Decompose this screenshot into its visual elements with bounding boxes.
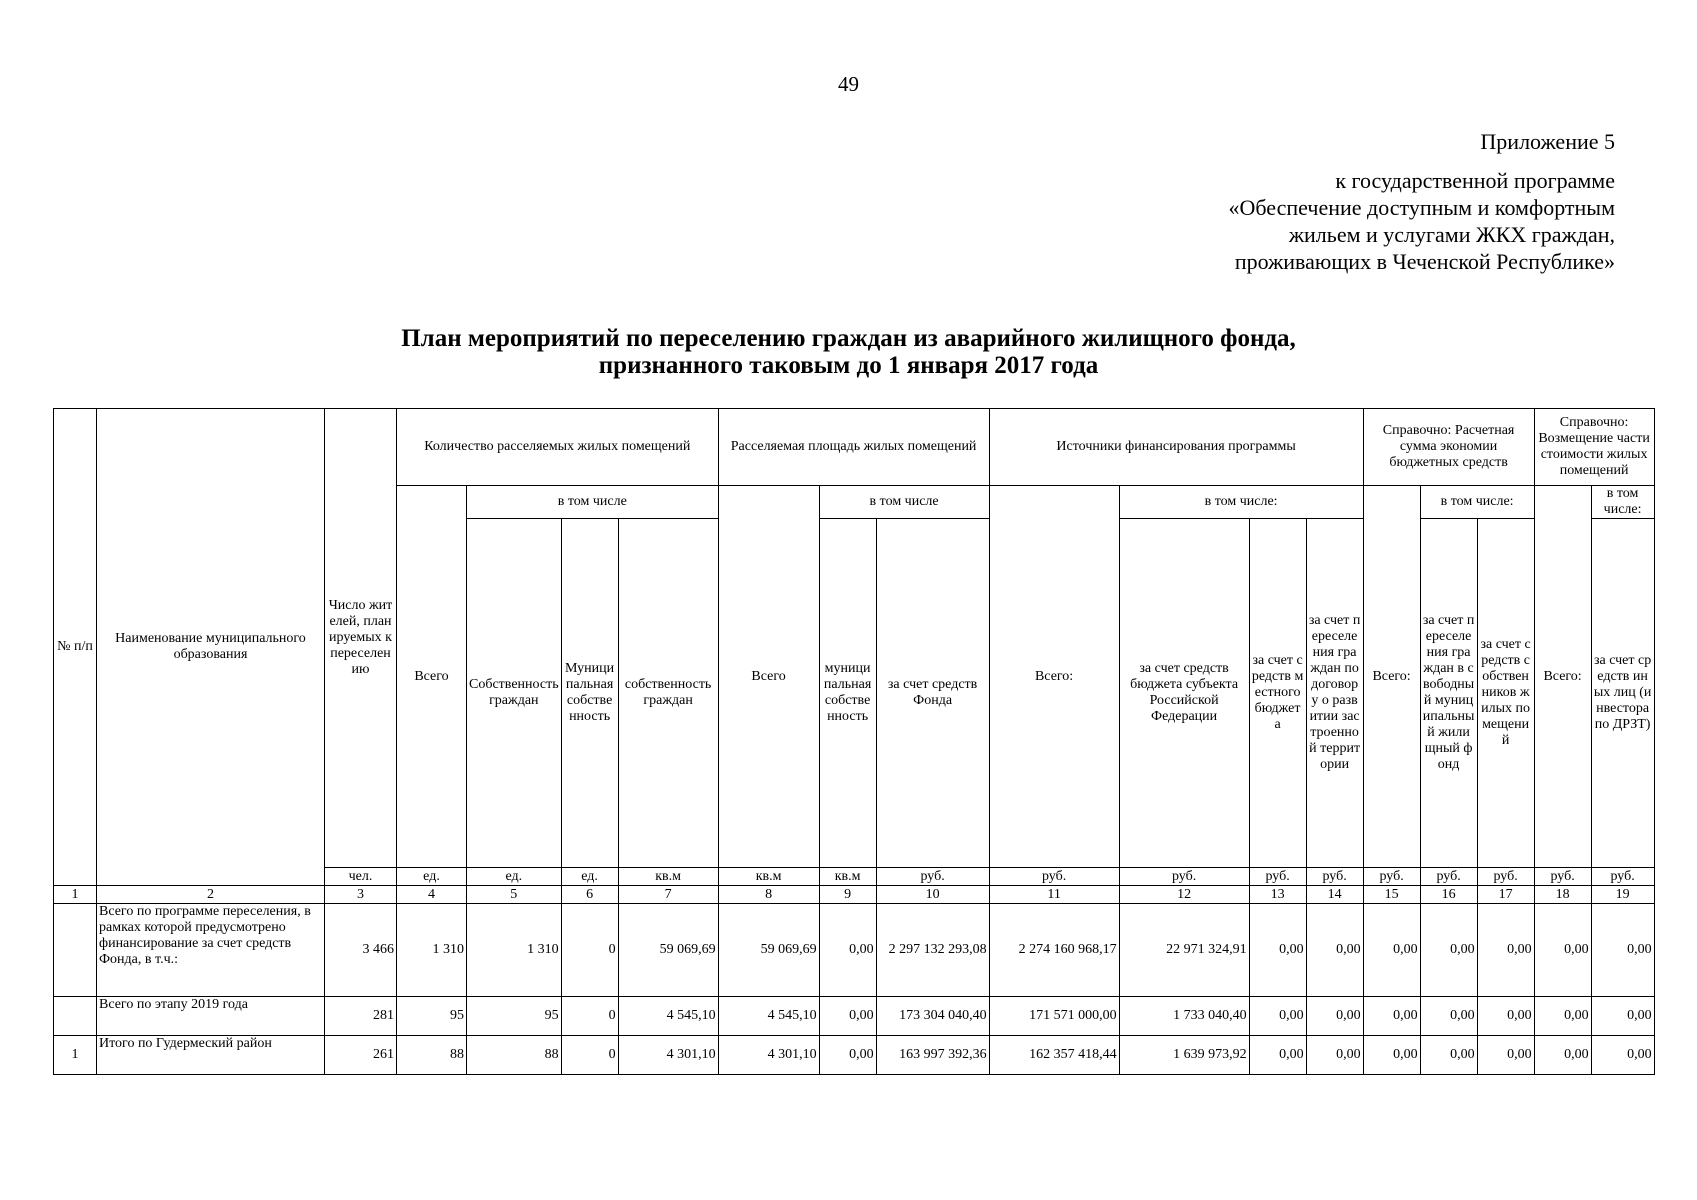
cell-savings-free-fund: 0,00 <box>1420 997 1477 1036</box>
cell-savings-total: 0,00 <box>1306 904 1363 997</box>
column-number: 11 <box>989 886 1119 904</box>
document-title-line: План мероприятий по переселению граждан из аварийного жилищного фонда, <box>401 325 1296 352</box>
unit-cell: кв.м <box>618 868 718 886</box>
row-number <box>54 997 97 1036</box>
cell-premises-total: 95 <box>397 997 467 1036</box>
cell-premises-private: 1 310 <box>467 904 562 997</box>
header-area-group: Расселяемая площадь жилых помещений <box>718 409 989 486</box>
column-number: 16 <box>1420 886 1477 904</box>
cell-area-total: 4 545,10 <box>618 997 718 1036</box>
header-compensation-group: Справочно: Возмещение части стоимости жилых помещений <box>1534 409 1654 486</box>
column-number: 10 <box>876 886 989 904</box>
cell-residents: 261 <box>325 1036 397 1075</box>
unit-cell: чел. <box>325 868 397 886</box>
cell-subject-budget: 1 639 973,92 <box>1119 1036 1249 1075</box>
header-savings-total: Всего: <box>1363 486 1420 868</box>
cell-savings-total: 0,00 <box>1306 997 1363 1036</box>
cell-compensation-owners: 0,00 <box>1534 904 1591 997</box>
header-row <box>54 409 1655 486</box>
page-number: 49 <box>838 72 859 96</box>
column-number: 12 <box>1119 886 1249 904</box>
row-number <box>54 904 97 997</box>
unit-cell: руб. <box>1534 868 1591 886</box>
cell-funding-total: 163 997 392,36 <box>876 1036 989 1075</box>
cell-savings-development: 0,00 <box>1363 1036 1420 1075</box>
unit-cell: кв.м <box>819 868 876 886</box>
cell-area-municipal: 0,00 <box>819 997 876 1036</box>
unit-cell: ед. <box>467 868 562 886</box>
unit-cell: руб. <box>876 868 989 886</box>
header-premises-municipal: Муниципальная собственность <box>561 519 618 868</box>
column-number: 2 <box>97 886 325 904</box>
row-number: 1 <box>54 1036 97 1075</box>
header-funding-total: Всего: <box>989 486 1119 868</box>
appendix-block <box>1229 128 1615 275</box>
header-name: Наименование муниципального образования <box>97 409 325 886</box>
cell-premises-total: 88 <box>397 1036 467 1075</box>
cell-area-municipal: 0,00 <box>819 904 876 997</box>
header-compensation-total: Всего: <box>1534 486 1591 868</box>
header-compensation-other: за счет средств иных лиц (инвестора по ДРЗТ) <box>1591 519 1654 868</box>
header-area-incl: в том числе <box>819 486 989 519</box>
header-no: № п/п <box>54 409 97 886</box>
cell-premises-municipal: 0 <box>561 904 618 997</box>
column-numbers-row <box>54 886 1655 904</box>
unit-cell: руб. <box>1363 868 1420 886</box>
row-name: Всего по программе переселения, в рамках которой предусмотрено финансирование за счет средств Фонда, в т.ч.: <box>97 904 325 997</box>
unit-cell: ед. <box>561 868 618 886</box>
cell-local-budget: 0,00 <box>1249 1036 1306 1075</box>
header-area-total: Всего <box>718 486 819 868</box>
appendix-line: к государственной программе <box>1335 168 1615 193</box>
column-number: 1 <box>54 886 97 904</box>
header-local-budget: за счет средств местного бюджета <box>1249 519 1306 868</box>
cell-compensation-owners: 0,00 <box>1534 997 1591 1036</box>
table-row <box>54 1036 1655 1075</box>
appendix-title: Приложение 5 <box>1480 129 1615 154</box>
column-number: 4 <box>397 886 467 904</box>
cell-compensation-other: 0,00 <box>1591 1036 1654 1075</box>
cell-area-total: 4 301,10 <box>618 1036 718 1075</box>
cell-compensation-total: 0,00 <box>1477 997 1534 1036</box>
column-number: 5 <box>467 886 562 904</box>
column-number: 18 <box>1534 886 1591 904</box>
column-number: 6 <box>561 886 618 904</box>
header-premises-incl: в том числе <box>467 486 719 519</box>
cell-compensation-total: 0,00 <box>1477 904 1534 997</box>
cell-premises-municipal: 0 <box>561 1036 618 1075</box>
resettlement-plan-table <box>53 408 1655 1075</box>
column-number: 13 <box>1249 886 1306 904</box>
cell-funding-total: 2 297 132 293,08 <box>876 904 989 997</box>
header-savings-incl: в том числе: <box>1420 486 1534 519</box>
cell-residents: 3 466 <box>325 904 397 997</box>
column-number: 9 <box>819 886 876 904</box>
appendix-line: «Обеспечение доступным и комфортным <box>1228 195 1615 220</box>
header-premises-total: Всего <box>397 486 467 868</box>
cell-savings-development: 0,00 <box>1363 997 1420 1036</box>
cell-savings-free-fund: 0,00 <box>1420 1036 1477 1075</box>
column-number: 14 <box>1306 886 1363 904</box>
table-row <box>54 997 1655 1036</box>
header-compensation-incl: в том числе: <box>1591 486 1654 519</box>
cell-fund: 171 571 000,00 <box>989 997 1119 1036</box>
unit-cell: руб. <box>989 868 1119 886</box>
cell-area-private: 4 545,10 <box>718 997 819 1036</box>
column-number: 8 <box>718 886 819 904</box>
cell-local-budget: 0,00 <box>1249 904 1306 997</box>
cell-compensation-other: 0,00 <box>1591 997 1654 1036</box>
header-area-municipal: муниципальная собственность <box>819 519 876 868</box>
header-premises-private: Собственность граждан <box>467 519 562 868</box>
column-number: 15 <box>1363 886 1420 904</box>
column-number: 7 <box>618 886 718 904</box>
cell-funding-total: 173 304 040,40 <box>876 997 989 1036</box>
cell-compensation-owners: 0,00 <box>1534 1036 1591 1075</box>
table-row <box>54 904 1655 997</box>
header-funding-incl: в том числе: <box>1119 486 1363 519</box>
cell-local-budget: 0,00 <box>1249 997 1306 1036</box>
column-number: 3 <box>325 886 397 904</box>
cell-subject-budget: 1 733 040,40 <box>1119 997 1249 1036</box>
cell-savings-total: 0,00 <box>1306 1036 1363 1075</box>
cell-premises-private: 95 <box>467 997 562 1036</box>
unit-cell: руб. <box>1119 868 1249 886</box>
unit-cell: руб. <box>1306 868 1363 886</box>
cell-area-total: 59 069,69 <box>618 904 718 997</box>
appendix-line: проживающих в Чеченской Республике» <box>1234 249 1615 274</box>
unit-cell: руб. <box>1249 868 1306 886</box>
appendix-line: жильем и услугами ЖКХ граждан, <box>1288 222 1615 247</box>
header-area-private: собственность граждан <box>618 519 718 868</box>
cell-savings-development: 0,00 <box>1363 904 1420 997</box>
cell-subject-budget: 22 971 324,91 <box>1119 904 1249 997</box>
unit-cell: руб. <box>1477 868 1534 886</box>
header-savings-free-fund: за счет переселения граждан в свободный муниципальный жилищный фонд <box>1420 519 1477 868</box>
header-compensation-owners: за счет средств собственников жилых помещений <box>1477 519 1534 868</box>
header-savings-group: Справочно: Расчетная сумма экономии бюджетных средств <box>1363 409 1534 486</box>
cell-savings-free-fund: 0,00 <box>1420 904 1477 997</box>
document-title-line: признанного таковым до 1 января 2017 года <box>598 352 1099 379</box>
unit-cell: ед. <box>397 868 467 886</box>
cell-compensation-other: 0,00 <box>1591 904 1654 997</box>
cell-premises-private: 88 <box>467 1036 562 1075</box>
cell-fund: 162 357 418,44 <box>989 1036 1119 1075</box>
cell-compensation-total: 0,00 <box>1477 1036 1534 1075</box>
cell-premises-municipal: 0 <box>561 997 618 1036</box>
unit-cell: кв.м <box>718 868 819 886</box>
header-subject-budget: за счет средств бюджета субъекта Российской Федерации <box>1119 519 1249 868</box>
cell-premises-total: 1 310 <box>397 904 467 997</box>
column-number: 17 <box>1477 886 1534 904</box>
header-savings-development: за счет переселения граждан по договору о развитии застроенной территории <box>1306 519 1363 868</box>
unit-cell: руб. <box>1591 868 1654 886</box>
cell-area-private: 4 301,10 <box>718 1036 819 1075</box>
cell-fund: 2 274 160 968,17 <box>989 904 1119 997</box>
unit-cell: руб. <box>1420 868 1477 886</box>
header-funding-group: Источники финансирования программы <box>989 409 1363 486</box>
row-name: Всего по этапу 2019 года <box>97 997 325 1036</box>
document-title <box>0 325 1697 379</box>
column-number: 19 <box>1591 886 1654 904</box>
header-fund: за счет средств Фонда <box>876 519 989 868</box>
header-premises-group: Количество расселяемых жилых помещений <box>397 409 719 486</box>
header-residents: Число жителей, планируемых к переселению <box>325 409 397 868</box>
cell-residents: 281 <box>325 997 397 1036</box>
cell-area-private: 59 069,69 <box>718 904 819 997</box>
row-name: Итого по Гудермеский район <box>97 1036 325 1075</box>
cell-area-municipal: 0,00 <box>819 1036 876 1075</box>
